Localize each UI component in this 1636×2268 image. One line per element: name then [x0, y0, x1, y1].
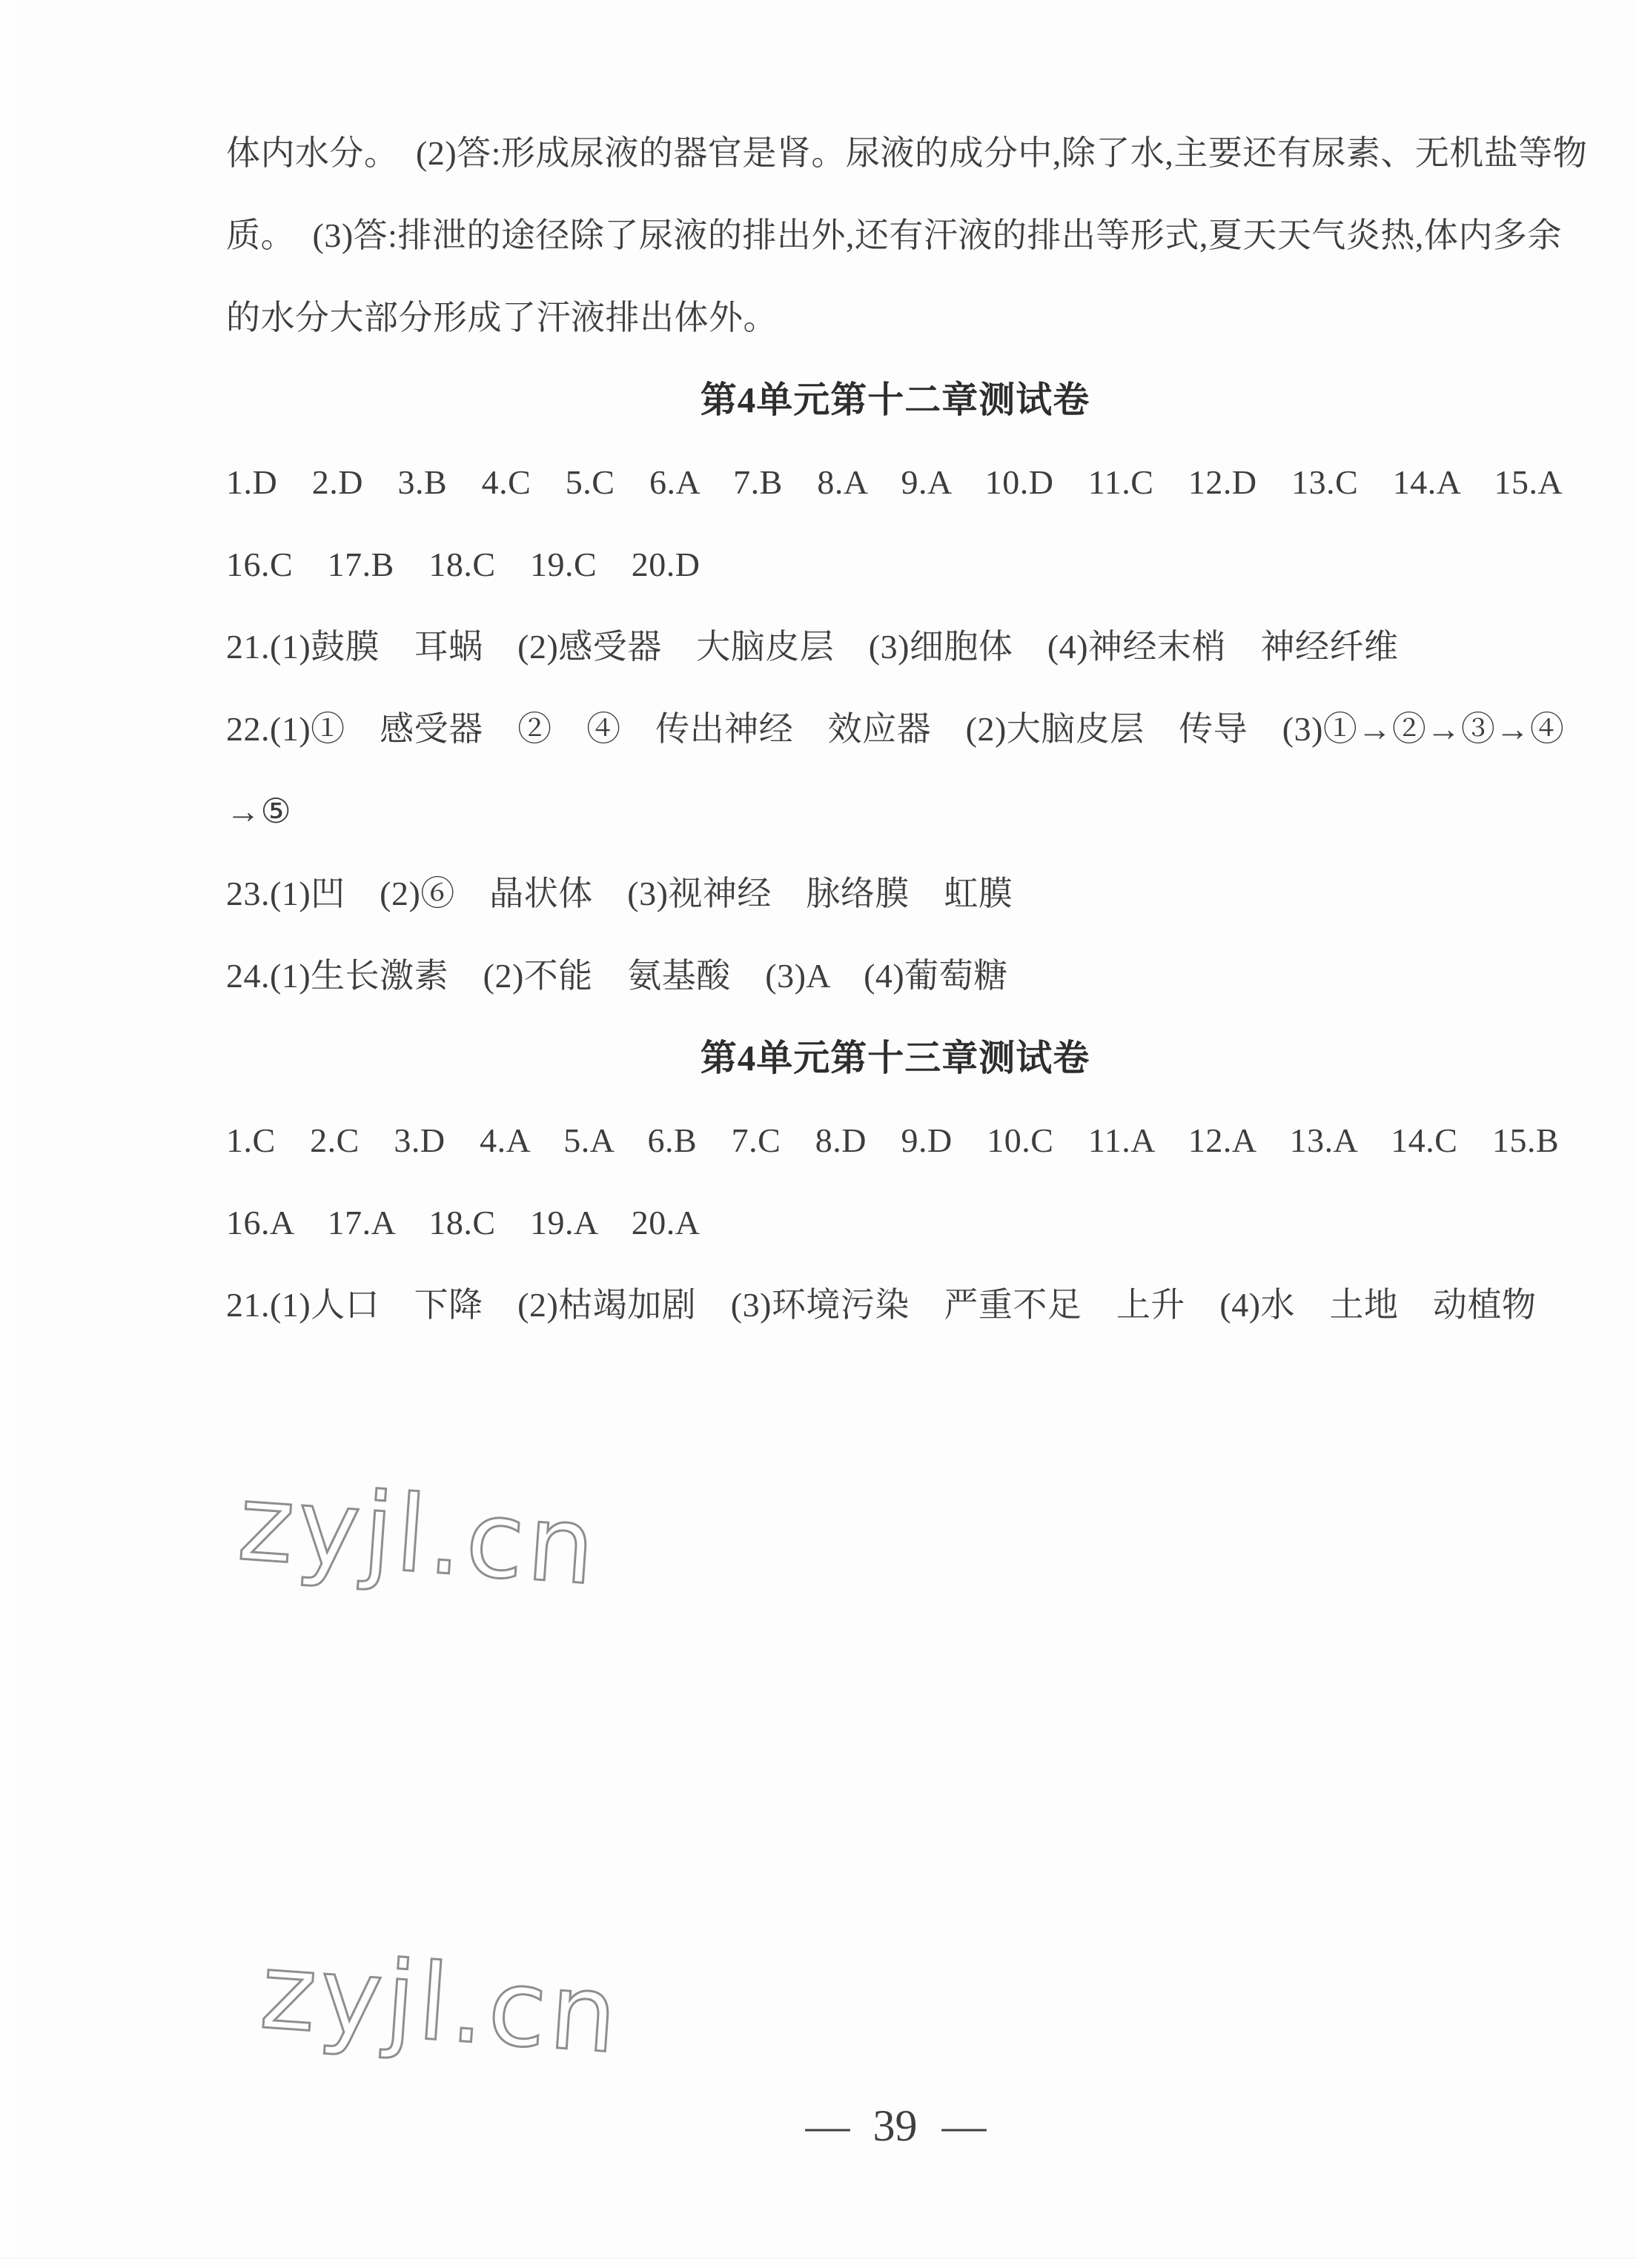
section-title-unit4-chapter13: 第4单元第十三章测试卷: [700, 1038, 1090, 1078]
answer-line: 21.(1)鼓膜 耳蜗 (2)感受器 大脑皮层 (3)细胞体 (4)神经末梢 神经纤维: [226, 628, 1399, 666]
page-number: 39: [872, 2101, 918, 2150]
answer-line: 16.C 17.B 18.C 19.C 20.D: [226, 546, 701, 583]
answer-line: 1.D 2.D 3.B 4.C 5.C 6.A 7.B 8.A 9.A 10.D 11.C 12.D 13.C 14.A 15.A: [226, 463, 1563, 501]
answer-line: 22.(1)① 感受器 ② ④ 传出神经 效应器 (2)大脑皮层 传导 (3)①→②→③→④: [226, 710, 1565, 748]
paragraph-line: 体内水分。 (2)答:形成尿液的器官是肾。尿液的成分中,除了水,主要还有尿素、无机盐等物: [226, 134, 1588, 172]
section-title-unit4-chapter12: 第4单元第十二章测试卷: [700, 379, 1090, 420]
answer-line: 21.(1)人口 下降 (2)枯竭加剧 (3)环境污染 严重不足 上升 (4)水 土地 动植物: [226, 1286, 1537, 1324]
answer-line: 24.(1)生长激素 (2)不能 氨基酸 (3)A (4)葡萄糖: [226, 957, 1008, 995]
answer-line: 1.C 2.C 3.D 4.A 5.A 6.B 7.C 8.D 9.D 10.C 11.A 12.A 13.A 14.C 15.B: [226, 1121, 1560, 1159]
footer-dash-left: —: [805, 2101, 849, 2150]
page-footer: [226, 2102, 1564, 2149]
text-block: [226, 112, 1588, 1346]
paragraph-line: 质。 (3)答:排泄的途径除了尿液的排出外,还有汗液的排出等形式,夏天天气炎热,体内多余: [226, 216, 1562, 254]
answer-line: 16.A 17.A 18.C 19.A 20.A: [226, 1204, 701, 1241]
paragraph-line: 的水分大部分形成了汗液排出体外。: [226, 299, 778, 336]
watermark-zyjl-cn: zyjl.cn: [256, 1930, 625, 2078]
watermark-zyjl-cn: zyjl.cn: [234, 1462, 603, 1609]
scan-bottom-edge: [0, 2258, 1636, 2268]
footer-dash-right: —: [941, 2101, 985, 2150]
answer-line: →⑤: [226, 792, 292, 830]
answer-line: 23.(1)凹 (2)⑥ 晶状体 (3)视神经 脉络膜 虹膜: [226, 875, 1013, 912]
